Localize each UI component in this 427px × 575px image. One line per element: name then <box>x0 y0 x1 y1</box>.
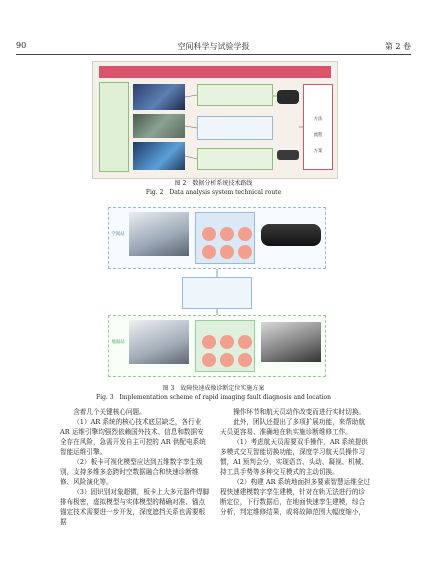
fig2-right-item: 方案 <box>313 149 323 154</box>
fig3-bottom-left-image <box>129 320 189 364</box>
figure-3 <box>108 207 326 377</box>
volume-label: 第 2 卷 <box>384 42 411 51</box>
fig2-right-item: 方法 <box>313 117 323 122</box>
fig3-circle-icon <box>238 353 252 367</box>
fig3-circle-icon <box>220 227 234 241</box>
fig3-top-group-label: 空间站 <box>111 232 125 237</box>
running-header <box>16 40 411 55</box>
fig3-top-left-image <box>129 212 189 256</box>
fig2-arrow <box>185 95 197 97</box>
fig3-bottom-mid-panel <box>195 320 255 372</box>
fig3-circle-icon <box>202 245 216 259</box>
page-number: 90 <box>16 41 27 50</box>
figure-2 <box>92 61 338 179</box>
fig3-middle-box <box>182 277 252 309</box>
fig3-bottom-right-image <box>261 322 321 362</box>
paragraph: （3）固识别对象超微，板卡上大多元器件焊脚排布极密，虚拟模型与实体模型的精确对准、锚点锚定技术需要进一步开发，深度遮挡关系也需要根据 <box>60 488 210 526</box>
body-right-column <box>220 407 370 517</box>
fig2-arrow <box>185 126 197 128</box>
fig3-circle-icon <box>220 245 234 259</box>
fig3-bottom-group-label: 地面站 <box>111 340 125 345</box>
paragraph: （2）构建 AR 系统地面担多要素智慧运维全过程快速建模数字孪生建模，针对在轨无法进行的诊断定位，下行数据后，在地面快速孪生建模，综合分析，判定维修结果，或将故障范围大幅度缩小， <box>220 478 370 516</box>
fig3-circle-icon <box>202 227 216 241</box>
fig2-caption-en: Fig. 2 Data analysis system technical route <box>145 189 282 196</box>
fig2-right-item: 流程 <box>313 133 323 138</box>
paragraph: （1）考虑航天员需要双手操作，AR 系统提供多模式交互智能切换功能，深度学习航天员操作习惯，AI 预判会分，实现语音、头动、凝视、机械、持工具手势等多种交互模式的主动切换。 <box>220 438 368 476</box>
paragraph: 此外，团队还提出了多项扩展功能，来帮助航天员更容易、准确地在轨实施诊断维修工作。 <box>220 418 366 436</box>
fig3-circle-icon <box>238 227 252 241</box>
fig3-circle-icon <box>220 353 234 367</box>
fig3-circle-icon <box>202 335 216 349</box>
fig3-circle-icon <box>238 245 252 259</box>
fig3-circle-icon <box>202 353 216 367</box>
fig3-circle-icon <box>220 335 234 349</box>
fig3-bottom-group <box>108 315 326 377</box>
fig3-caption-en: Fig. 3 Implementation scheme of rapid imaging fault diagnosis and location <box>96 394 331 401</box>
fig2-caption-cn: 图 2 数据分析系统技术路线 <box>174 180 253 187</box>
fig3-top-right-image <box>261 224 321 246</box>
paragraph: （1）AR 系统的核心技术底层缺乏，各行业 AR 运维引擎均强烈依赖国外技术、信息和数据安全存在风险，急需开发自主可控的 AR 供配电系统智能运维引擎。 <box>60 418 206 456</box>
fig2-arrow <box>185 156 197 159</box>
fig3-circle-icon <box>238 335 252 349</box>
journal-title: 空间科学与试验学报 <box>177 42 250 51</box>
body-left-column <box>60 407 210 527</box>
paragraph: （2）板卡可视化模型应达到五维数字孪生级别，支持多维多态跨时空数据融合和快速诊断维修、风险演化等。 <box>60 458 203 486</box>
fig2-arrows <box>93 62 337 178</box>
paragraph: 含着几个关键核心问题。 <box>73 408 146 416</box>
fig3-caption-cn: 图 3 故障快速成像诊断定位实施方案 <box>162 385 265 392</box>
paragraph: 操作环节和航天员动作改变而进行实时切换。 <box>233 408 366 416</box>
fig3-top-mid-panel <box>195 212 255 264</box>
fig3-top-group <box>108 207 326 269</box>
